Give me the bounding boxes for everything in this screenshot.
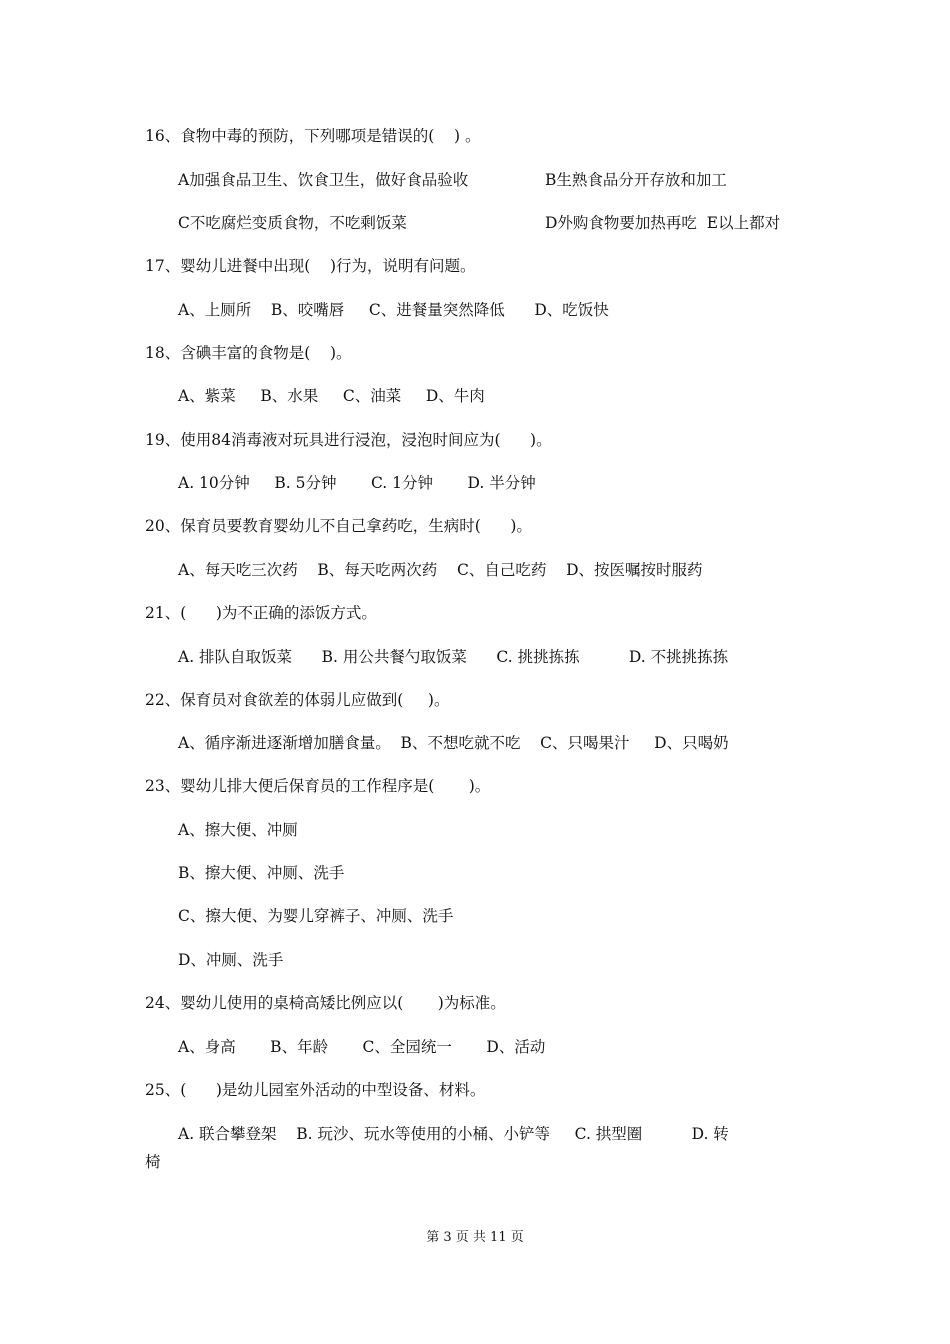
q22-options: A、循序渐进逐渐增加膳食量。 B、不想吃就不吃 C、只喝果汁 D、只喝奶 [178,734,729,752]
question-18: 18、含碘丰富的食物是( )。 [145,344,352,362]
question-24: 24、婴幼儿使用的桌椅高矮比例应以( )为标准。 [145,994,506,1012]
q16-option-a: A加强食品卫生、饮食卫生，做好食品验收 [178,171,469,189]
question-20: 20、保育员要教育婴幼儿不自己拿药吃，生病时( )。 [145,517,532,535]
q18-options: A、紫菜 B、水果 C、油菜 D、牛肉 [178,387,485,405]
question-22: 22、保育员对食欲差的体弱儿应做到( )。 [145,691,450,709]
question-16: 16、食物中毒的预防，下列哪项是错误的( ) 。 [145,127,481,145]
q24-options: A、身高 B、年龄 C、全园统一 D、活动 [178,1038,546,1056]
question-21: 21、( )为不正确的添饭方式。 [145,604,377,622]
q23-option-c: C、擦大便、为婴儿穿裤子、冲厕、洗手 [178,907,454,925]
q25-options: A. 联合攀登架 B. 玩沙、玩水等使用的小桶、小铲等 C. 拱型圈 D. 转 [178,1125,729,1143]
q17-options: A、上厕所 B、咬嘴唇 C、进餐量突然降低 D、吃饭快 [178,301,609,319]
q25-options-wrap: 椅 [145,1153,161,1171]
question-23: 23、婴幼儿排大便后保育员的工作程序是( )。 [145,777,491,795]
q23-option-a: A、擦大便、冲厕 [178,821,298,839]
question-17: 17、婴幼儿进餐中出现( )行为，说明有问题。 [145,257,476,275]
q19-options: A. 10分钟 B. 5分钟 C. 1分钟 D. 半分钟 [178,474,536,492]
q20-options: A、每天吃三次药 B、每天吃两次药 C、自己吃药 D、按医嘱按时服药 [178,561,703,579]
q16-option-d-e: D外购食物要加热再吃 E以上都对 [545,214,781,232]
q21-options: A. 排队自取饭菜 B. 用公共餐勺取饭菜 C. 挑挑拣拣 D. 不挑挑拣拣 [178,648,729,666]
q16-option-b: B生熟食品分开存放和加工 [545,171,727,189]
q23-option-b: B、擦大便、冲厕、洗手 [178,864,345,882]
q23-option-d: D、冲厕、洗手 [178,951,284,969]
q16-option-c: C不吃腐烂变质食物，不吃剩饭菜 [178,214,407,232]
question-25: 25、( )是幼儿园室外活动的中型设备、材料。 [145,1081,486,1099]
page-number-footer: 第 3 页 共 11 页 [426,1230,524,1245]
question-19: 19、使用84消毒液对玩具进行浸泡，浸泡时间应为( )。 [145,431,552,449]
